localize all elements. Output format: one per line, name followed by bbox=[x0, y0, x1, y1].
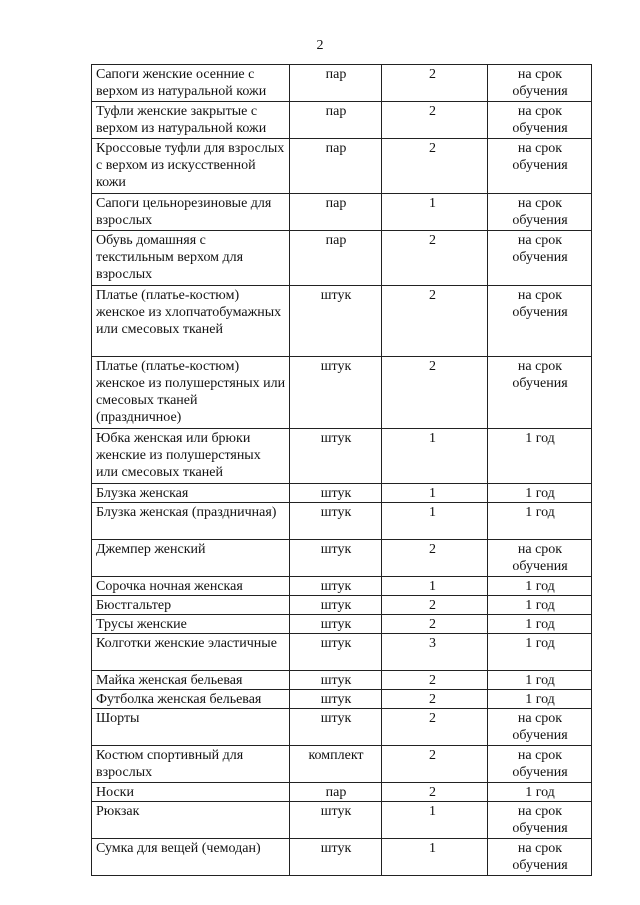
term-cell: 1 год bbox=[488, 783, 592, 802]
item-name-cell: Сорочка ночная женская bbox=[92, 577, 290, 596]
quantity-cell: 1 bbox=[382, 194, 488, 231]
term-cell: 1 год bbox=[488, 634, 592, 671]
term-cell: на срок обучения bbox=[488, 709, 592, 746]
page-number: 2 bbox=[316, 38, 324, 53]
item-name-cell: Джемпер женский bbox=[92, 540, 290, 577]
table-row bbox=[92, 286, 592, 357]
item-name-cell: Платье (платье-костюм) женское из хлопчатобумажных или смесовых тканей bbox=[92, 286, 290, 357]
table-row bbox=[92, 634, 592, 671]
term-cell: 1 год bbox=[488, 671, 592, 690]
item-name-cell: Обувь домашняя с текстильным верхом для взрослых bbox=[92, 231, 290, 286]
quantity-cell: 2 bbox=[382, 783, 488, 802]
item-name-cell: Костюм спортивный для взрослых bbox=[92, 746, 290, 783]
term-cell: на срок обучения bbox=[488, 139, 592, 194]
unit-cell: штук bbox=[290, 615, 382, 634]
table-row bbox=[92, 484, 592, 503]
unit-cell: штук bbox=[290, 709, 382, 746]
term-cell: 1 год bbox=[488, 690, 592, 709]
item-name-cell: Рюкзак bbox=[92, 802, 290, 839]
unit-cell: штук bbox=[290, 357, 382, 429]
table-row bbox=[92, 577, 592, 596]
unit-cell: штук bbox=[290, 577, 382, 596]
item-name-cell: Сапоги женские осенние с верхом из натуральной кожи bbox=[92, 65, 290, 102]
unit-cell: штук bbox=[290, 540, 382, 577]
item-name-cell: Носки bbox=[92, 783, 290, 802]
table-row bbox=[92, 503, 592, 540]
term-cell: на срок обучения bbox=[488, 231, 592, 286]
quantity-cell: 2 bbox=[382, 709, 488, 746]
unit-cell: пар bbox=[290, 194, 382, 231]
item-name-cell: Платье (платье-костюм) женское из полушерстяных или смесовых тканей (праздничное) bbox=[92, 357, 290, 429]
quantity-cell: 1 bbox=[382, 429, 488, 484]
item-name-cell: Бюстгальтер bbox=[92, 596, 290, 615]
table-row bbox=[92, 783, 592, 802]
term-cell: 1 год bbox=[488, 484, 592, 503]
items-table bbox=[91, 64, 592, 876]
unit-cell: комплект bbox=[290, 746, 382, 783]
unit-cell: штук bbox=[290, 484, 382, 503]
item-name-cell: Шорты bbox=[92, 709, 290, 746]
table-row bbox=[92, 102, 592, 139]
unit-cell: штук bbox=[290, 286, 382, 357]
quantity-cell: 1 bbox=[382, 577, 488, 596]
quantity-cell: 2 bbox=[382, 357, 488, 429]
term-cell: 1 год bbox=[488, 429, 592, 484]
quantity-cell: 1 bbox=[382, 503, 488, 540]
table-row bbox=[92, 671, 592, 690]
table-row bbox=[92, 194, 592, 231]
unit-cell: пар bbox=[290, 139, 382, 194]
unit-cell: пар bbox=[290, 102, 382, 139]
quantity-cell: 2 bbox=[382, 671, 488, 690]
term-cell: 1 год bbox=[488, 503, 592, 540]
unit-cell: штук bbox=[290, 802, 382, 839]
quantity-cell: 2 bbox=[382, 690, 488, 709]
table-row bbox=[92, 540, 592, 577]
unit-cell: пар bbox=[290, 783, 382, 802]
term-cell: на срок обучения bbox=[488, 286, 592, 357]
table-row bbox=[92, 139, 592, 194]
table-row bbox=[92, 802, 592, 839]
term-cell: на срок обучения bbox=[488, 540, 592, 577]
item-name-cell: Колготки женские эластичные bbox=[92, 634, 290, 671]
quantity-cell: 1 bbox=[382, 802, 488, 839]
quantity-cell: 2 bbox=[382, 231, 488, 286]
term-cell: на срок обучения bbox=[488, 746, 592, 783]
quantity-cell: 2 bbox=[382, 286, 488, 357]
quantity-cell: 1 bbox=[382, 839, 488, 876]
quantity-cell: 2 bbox=[382, 615, 488, 634]
unit-cell: штук bbox=[290, 671, 382, 690]
term-cell: на срок обучения bbox=[488, 65, 592, 102]
item-name-cell: Сапоги цельнорезиновые для взрослых bbox=[92, 194, 290, 231]
unit-cell: штук bbox=[290, 596, 382, 615]
table-row bbox=[92, 357, 592, 429]
item-name-cell: Туфли женские закрытые с верхом из натуральной кожи bbox=[92, 102, 290, 139]
quantity-cell: 3 bbox=[382, 634, 488, 671]
table-row bbox=[92, 839, 592, 876]
item-name-cell: Юбка женская или брюки женские из полушерстяных или смесовых тканей bbox=[92, 429, 290, 484]
term-cell: 1 год bbox=[488, 596, 592, 615]
item-name-cell: Сумка для вещей (чемодан) bbox=[92, 839, 290, 876]
term-cell: на срок обучения bbox=[488, 102, 592, 139]
table-row bbox=[92, 231, 592, 286]
quantity-cell: 1 bbox=[382, 484, 488, 503]
unit-cell: штук bbox=[290, 690, 382, 709]
table-row bbox=[92, 690, 592, 709]
quantity-cell: 2 bbox=[382, 596, 488, 615]
unit-cell: пар bbox=[290, 231, 382, 286]
quantity-cell: 2 bbox=[382, 65, 488, 102]
item-name-cell: Блузка женская (праздничная) bbox=[92, 503, 290, 540]
item-name-cell: Футболка женская бельевая bbox=[92, 690, 290, 709]
unit-cell: штук bbox=[290, 634, 382, 671]
term-cell: 1 год bbox=[488, 577, 592, 596]
item-name-cell: Кроссовые туфли для взрослых с верхом из искусственной кожи bbox=[92, 139, 290, 194]
item-name-cell: Трусы женские bbox=[92, 615, 290, 634]
term-cell: на срок обучения bbox=[488, 802, 592, 839]
item-name-cell: Майка женская бельевая bbox=[92, 671, 290, 690]
term-cell: 1 год bbox=[488, 615, 592, 634]
unit-cell: штук bbox=[290, 839, 382, 876]
unit-cell: пар bbox=[290, 65, 382, 102]
term-cell: на срок обучения bbox=[488, 839, 592, 876]
table-row bbox=[92, 746, 592, 783]
term-cell: на срок обучения bbox=[488, 357, 592, 429]
item-name-cell: Блузка женская bbox=[92, 484, 290, 503]
table-row bbox=[92, 709, 592, 746]
table-row bbox=[92, 596, 592, 615]
term-cell: на срок обучения bbox=[488, 194, 592, 231]
unit-cell: штук bbox=[290, 503, 382, 540]
quantity-cell: 2 bbox=[382, 139, 488, 194]
quantity-cell: 2 bbox=[382, 102, 488, 139]
quantity-cell: 2 bbox=[382, 746, 488, 783]
unit-cell: штук bbox=[290, 429, 382, 484]
table-row bbox=[92, 65, 592, 102]
quantity-cell: 2 bbox=[382, 540, 488, 577]
items-table-body bbox=[92, 65, 592, 876]
table-row bbox=[92, 429, 592, 484]
table-row bbox=[92, 615, 592, 634]
